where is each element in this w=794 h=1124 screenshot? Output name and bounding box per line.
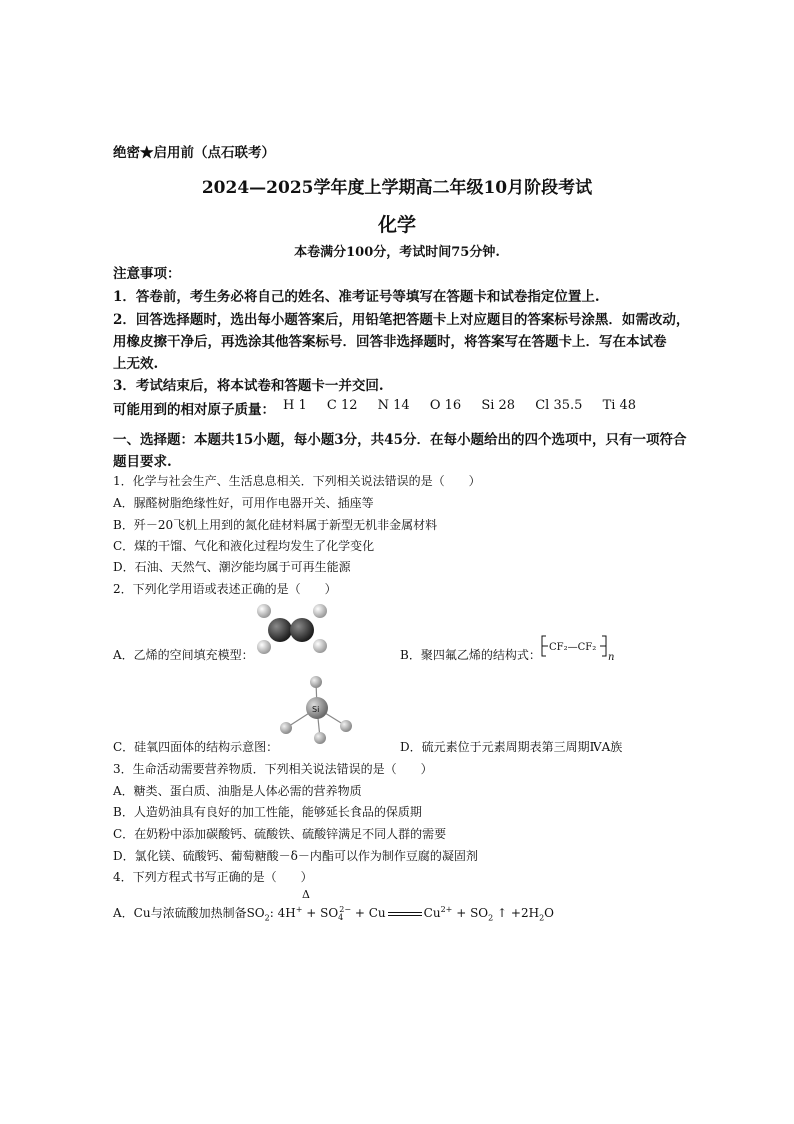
q4-a-cu: Cu bbox=[368, 906, 386, 920]
section-1-heading-line-1: 一、选择题：本题共15小题，每小题3分，共45分．在每小题给出的四个选项中，只有一项符合 bbox=[113, 432, 687, 448]
atomic-mass-cl: Cl 35.5 bbox=[535, 398, 583, 413]
q1-option-d: D．石油、天然气、潮汐能均属于可再生能源 bbox=[113, 560, 351, 574]
q3-stem: 3．生命活动需要营养物质．下列相关说法错误的是（ ） bbox=[113, 762, 433, 776]
heat-equals-sign bbox=[388, 912, 422, 916]
q4-a-so4: SO bbox=[320, 906, 339, 920]
q4-a-cu2: Cu bbox=[423, 906, 441, 920]
q2-option-b: B．聚四氟乙烯的结构式： bbox=[400, 648, 541, 662]
ethylene-space-filling-model-icon bbox=[250, 600, 332, 660]
q2-option-d: D．硫元素位于元素周期表第三周期ⅣA族 bbox=[400, 740, 623, 754]
notice-item-2-line-2: 用橡皮擦干净后，再选涂其他答案标号．回答非选择题时，将答案写在答题卡上．写在本试卷 bbox=[113, 334, 667, 350]
q3-option-d: D．氯化镁、硫酸钙、葡萄糖酸－δ－内酯可以作为制作豆腐的凝固剂 bbox=[113, 849, 478, 863]
notice-item-2-line-1: 2．回答选择题时，选出每小题答案后，用铅笔把答题卡上对应题目的答案标号涂黑．如需改动， bbox=[113, 312, 690, 328]
q4-a-so2: SO bbox=[246, 906, 265, 920]
q1-stem: 1．化学与社会生产、生活息息相关．下列相关说法错误的是（ ） bbox=[113, 474, 481, 488]
delta-heat-symbol: Δ bbox=[302, 888, 310, 901]
notice-heading: 注意事项： bbox=[113, 266, 181, 282]
q1-option-b: B．歼－20飞机上用到的氮化硅材料属于新型无机非金属材料 bbox=[113, 518, 438, 532]
secret-label: 绝密★启用前（点石联考） bbox=[113, 145, 275, 161]
atomic-mass-ti: Ti 48 bbox=[602, 398, 637, 413]
score-info: 本卷满分100分，考试时间75分钟. bbox=[294, 245, 500, 260]
q1-option-c: C．煤的干馏、气化和液化过程均发生了化学变化 bbox=[113, 539, 375, 553]
q4-stem: 4．下列方程式书写正确的是（ ） bbox=[113, 870, 313, 884]
q4-option-a: A．Cu与浓硫酸加热制备$SO_2$: $4H^+ + SO_4^{2-} + Cu$ $Cu^{2+} + SO_2$ ↑ $+2H_2O$ bbox=[113, 905, 555, 923]
q1-option-a: A．脲醛树脂绝缘性好，可用作电器开关、插座等 bbox=[113, 496, 374, 510]
ptfe-formula-text: CF₂—CF₂ bbox=[549, 642, 597, 653]
exam-title: 2024—2025学年度上学期高二年级10月阶段考试 bbox=[201, 178, 593, 198]
q2-option-a: A．乙烯的空间填充模型： bbox=[113, 648, 254, 662]
notice-item-3: 3．考试结束后，将本试卷和答题卡一并交回. bbox=[113, 378, 384, 394]
atomic-mass-h: H 1 bbox=[283, 398, 307, 413]
atomic-mass-n: N 14 bbox=[377, 398, 410, 413]
ptfe-structure-formula bbox=[538, 632, 618, 668]
q3-option-c: C．在奶粉中添加碳酸钙、硫酸铁、硫酸锌满足不同人群的需要 bbox=[113, 827, 447, 841]
atomic-mass-si: Si 28 bbox=[481, 398, 516, 413]
q2-option-c: C．硅氧四面体的结构示意图： bbox=[113, 740, 279, 754]
section-1-heading-line-2: 题目要求. bbox=[113, 454, 172, 470]
atomic-mass-values bbox=[283, 398, 636, 413]
q4-a-h: 4H bbox=[277, 906, 296, 920]
q4-a-h2o: 2H bbox=[520, 906, 540, 920]
silicon-oxygen-tetrahedron-icon bbox=[274, 672, 356, 748]
notice-item-2-line-3: 上无效. bbox=[113, 356, 159, 372]
atomic-mass-c: C 12 bbox=[326, 398, 358, 413]
atomic-mass-label: 可能用到的相对原子质量： bbox=[113, 402, 275, 418]
q3-option-b: B．人造奶油具有良好的加工性能，能够延长食品的保质期 bbox=[113, 805, 422, 819]
q4-a-prefix: A．Cu与浓硫酸加热制备 bbox=[113, 906, 247, 920]
subject-title: 化学 bbox=[377, 214, 416, 236]
ptfe-n-subscript: n bbox=[608, 652, 615, 663]
si-atom-label: Si bbox=[312, 705, 320, 714]
notice-item-1: 1．答卷前，考生务必将自己的姓名、准考证号等填写在答题卡和试卷指定位置上. bbox=[113, 289, 600, 305]
atomic-mass-o: O 16 bbox=[429, 398, 462, 413]
q3-option-a: A．糖类、蛋白质、油脂是人体必需的营养物质 bbox=[113, 784, 362, 798]
q2-stem: 2．下列化学用语或表述正确的是（ ） bbox=[113, 582, 337, 596]
q4-a-so2b: SO bbox=[470, 906, 489, 920]
